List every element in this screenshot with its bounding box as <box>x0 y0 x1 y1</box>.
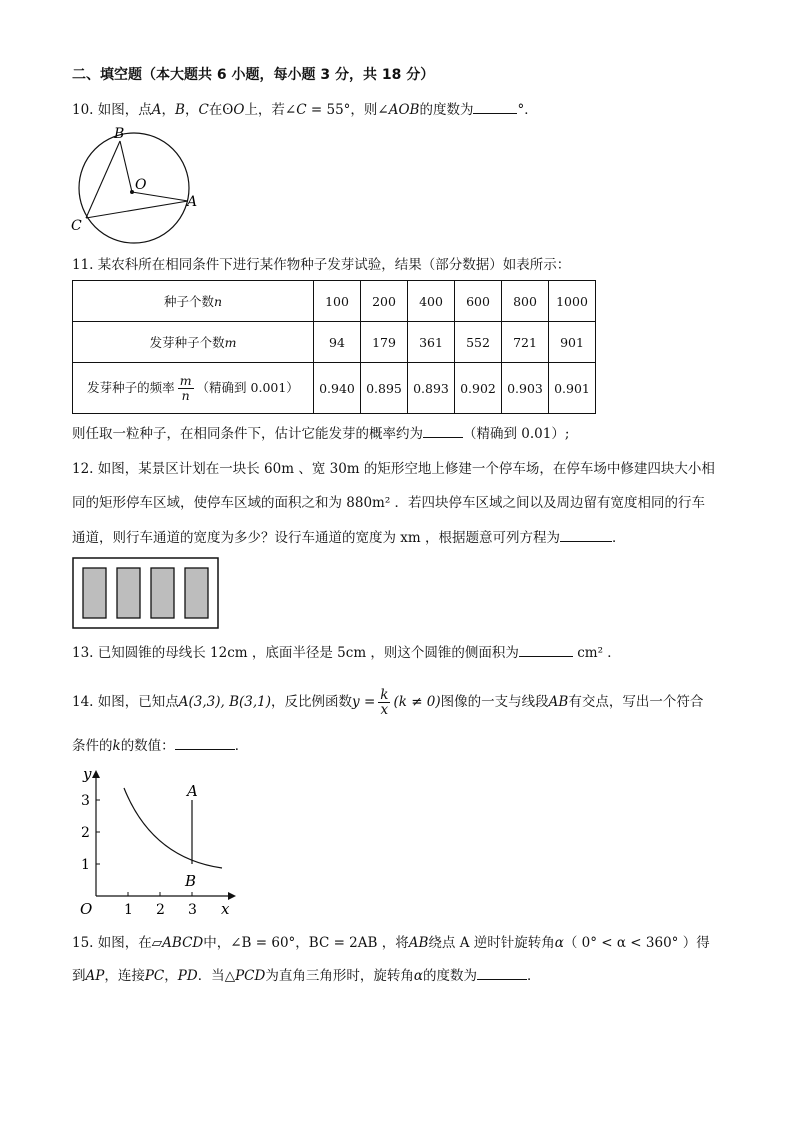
seed-table <box>72 280 596 414</box>
q13-text: cm² ． <box>572 645 621 661</box>
table-row <box>73 363 596 414</box>
fraction-k-over-x <box>378 688 390 717</box>
label-o: O <box>135 177 147 193</box>
origin-label: O <box>80 900 93 918</box>
question-10 <box>72 100 538 119</box>
parking-area <box>83 568 106 618</box>
q10-text: 的度数为 <box>419 102 474 118</box>
parking-area <box>185 568 208 618</box>
q10-text: 如图，点 <box>97 102 152 118</box>
table-cell: 0.893 <box>408 363 455 414</box>
q15-line-2 <box>72 966 540 985</box>
table-cell: 200 <box>361 281 408 322</box>
q14-text: ． <box>234 738 249 754</box>
q15-text: ． <box>526 968 541 984</box>
y-tick-label: 3 <box>81 793 90 809</box>
q14-line-2 <box>72 736 248 755</box>
table-cell: 721 <box>502 322 549 363</box>
label-a: A <box>187 194 198 210</box>
x-axis-label: x <box>221 900 230 918</box>
row-var: m <box>224 335 237 350</box>
table-cell: 179 <box>361 322 408 363</box>
q14-points: A(3,3), B(3,1) <box>178 694 272 710</box>
frac-den: n <box>181 387 190 403</box>
abcd-label: ABCD <box>162 935 204 951</box>
q10-text: = 55°，则∠ <box>306 102 389 118</box>
q10-point-a: A <box>151 102 162 118</box>
q14-graph <box>72 764 242 922</box>
q15-text: 的度数为 <box>422 968 477 984</box>
table-cell: 400 <box>408 281 455 322</box>
triangle-symbol: △ <box>224 968 236 984</box>
q14-text: 图像的一支与线段 <box>440 694 549 710</box>
q14-answer-blank[interactable] <box>175 736 235 750</box>
q13-text: 13. 已知圆锥的母线长 12cm ，底面半径是 5cm ，则这个圆锥的侧面积为 <box>72 645 519 661</box>
ap-label: AP <box>85 968 105 984</box>
table-cell: 0.902 <box>455 363 502 414</box>
q12-text: ． <box>612 530 626 546</box>
segment-ab-label: AB <box>548 694 569 710</box>
table-cell: 600 <box>455 281 502 322</box>
q14-line-1 <box>72 688 703 717</box>
table-cell: 361 <box>408 322 455 363</box>
table-cell: 94 <box>314 322 361 363</box>
center-point <box>130 190 134 194</box>
q15-text: 到 <box>72 968 86 984</box>
q10-point-c: C <box>198 102 209 118</box>
row-label: 发芽种子的频率 <box>87 379 175 395</box>
table-cell: 901 <box>549 322 596 363</box>
q13-answer-blank[interactable] <box>519 643 573 657</box>
q10-number: 10. <box>72 102 98 118</box>
row-var: n <box>213 294 223 309</box>
alpha-symbol: α <box>554 935 564 951</box>
parking-area <box>151 568 174 618</box>
q10-point-b: B <box>175 102 185 118</box>
q10-text: 上，若∠ <box>244 102 297 118</box>
q15-text: ，连接 <box>104 968 145 984</box>
fraction-m-over-n <box>178 374 194 403</box>
q11-conclusion <box>72 424 569 443</box>
table-cell: 552 <box>455 322 502 363</box>
table-cell: 1000 <box>549 281 596 322</box>
parking-area <box>117 568 140 618</box>
q15-text: ， <box>164 968 178 984</box>
question-13 <box>72 643 621 662</box>
row-note: （精确到 0.001） <box>196 379 299 395</box>
circle-symbol: ʘ <box>222 102 234 118</box>
alpha-symbol: α <box>413 968 423 984</box>
table-row <box>73 322 596 363</box>
func-left: y = <box>352 694 376 710</box>
q12-line-2: 同的矩形停车区域，使停车区域的面积之和为 880m² ．若四块停车区域之间以及周边留有宽度相同的行车 <box>72 495 706 511</box>
frac-num: m <box>179 372 192 388</box>
q10-answer-blank[interactable] <box>473 100 517 114</box>
q15-line-1 <box>72 934 710 952</box>
q11-text: （精确到 0.01）; <box>463 426 570 442</box>
table-header-cell <box>73 363 314 414</box>
pd-label: PD <box>177 968 198 984</box>
q15-text: （ 0° < α < 360° ）得 <box>563 935 710 951</box>
q10-angle-aob: AOB <box>388 102 420 118</box>
y-axis-label: y <box>83 765 92 783</box>
q15-answer-blank[interactable] <box>477 966 527 980</box>
q14-text: 的数值： <box>120 738 175 754</box>
y-tick-label: 2 <box>81 825 90 841</box>
q11-text: 则任取一粒种子，在相同条件下，估计它能发芽的概率约为 <box>72 426 423 442</box>
x-tick-label: 1 <box>124 902 133 918</box>
point-b-label: B <box>185 872 197 890</box>
x-tick-label: 2 <box>156 902 165 918</box>
segment-bc <box>86 141 120 218</box>
q10-text: °． <box>517 102 538 118</box>
table-header-cell <box>73 281 314 322</box>
table-cell: 0.903 <box>502 363 549 414</box>
x-axis-arrow <box>228 892 236 900</box>
q12-line-3 <box>72 528 626 547</box>
y-axis-arrow <box>92 770 100 778</box>
q15-text: 绕点 A 逆时针旋转角 <box>428 935 555 951</box>
y-tick-label: 1 <box>81 857 90 873</box>
circle-o <box>79 133 189 243</box>
pcd-label: PCD <box>235 968 266 984</box>
q15-text: 为直角三角形时，旋转角 <box>265 968 414 984</box>
frac-den: x <box>380 702 389 718</box>
q14-text: 有交点，写出一个符合 <box>568 694 704 710</box>
question-11: 11. 某农科所在相同条件下进行某作物种子发芽试验，结果（部分数据）如表所示： <box>72 257 571 273</box>
ab-label: AB <box>408 935 429 951</box>
q10-sep: ， <box>161 102 176 118</box>
q10-text: 在 <box>208 102 223 118</box>
x-tick-label: 3 <box>188 902 197 918</box>
func-condition: (k ≠ 0) <box>393 694 441 710</box>
q10-angle-c: C <box>296 102 307 118</box>
q15-text: 15. 如图，在 <box>72 935 152 951</box>
q12-text: 通道，则行车通道的宽度为多少？设行车通道的宽度为 xm ，根据题意可列方程为 <box>72 530 560 546</box>
table-header-cell <box>73 322 314 363</box>
q15-text: 中，∠B = 60°，BC = 2AB ，将 <box>203 935 409 951</box>
label-c: C <box>71 218 82 234</box>
point-a-label: A <box>187 782 198 800</box>
row-label: 种子个数 <box>163 294 214 309</box>
table-cell: 0.895 <box>361 363 408 414</box>
q14-text: 14. 如图，已知点 <box>72 694 179 710</box>
q14-text: ，反比例函数 <box>271 694 353 710</box>
label-b: B <box>114 126 125 142</box>
k-var: k <box>112 738 121 754</box>
table-cell: 0.940 <box>314 363 361 414</box>
q10-sep: ， <box>184 102 199 118</box>
table-cell: 0.901 <box>549 363 596 414</box>
q11-answer-blank[interactable] <box>423 424 463 438</box>
segment-oa <box>132 192 188 201</box>
parallelogram-symbol: ▱ <box>151 935 163 951</box>
q12-line-1: 12. 如图，某景区计划在一块长 60m 、宽 30m 的矩形空地上修建一个停车场，在停车场中修建四块大小相 <box>72 461 715 477</box>
table-row <box>73 281 596 322</box>
row-label: 发芽种子个数 <box>149 335 225 350</box>
q10-point-o: O <box>233 102 245 118</box>
table-cell: 100 <box>314 281 361 322</box>
segment-ca <box>86 201 188 218</box>
segment-bo <box>120 141 132 192</box>
table-cell: 800 <box>502 281 549 322</box>
q15-text: ．当 <box>197 968 225 984</box>
section-title: 二、填空题（本大题共 6 小题，每小题 3 分，共 18 分） <box>72 67 435 83</box>
hyperbola-curve <box>124 788 222 868</box>
pc-label: PC <box>144 968 165 984</box>
q12-answer-blank[interactable] <box>560 528 612 542</box>
parking-lot-figure <box>72 557 222 631</box>
q14-text: 条件的 <box>72 738 113 754</box>
frac-num: k <box>380 687 389 703</box>
q10-circle-figure <box>66 124 216 249</box>
